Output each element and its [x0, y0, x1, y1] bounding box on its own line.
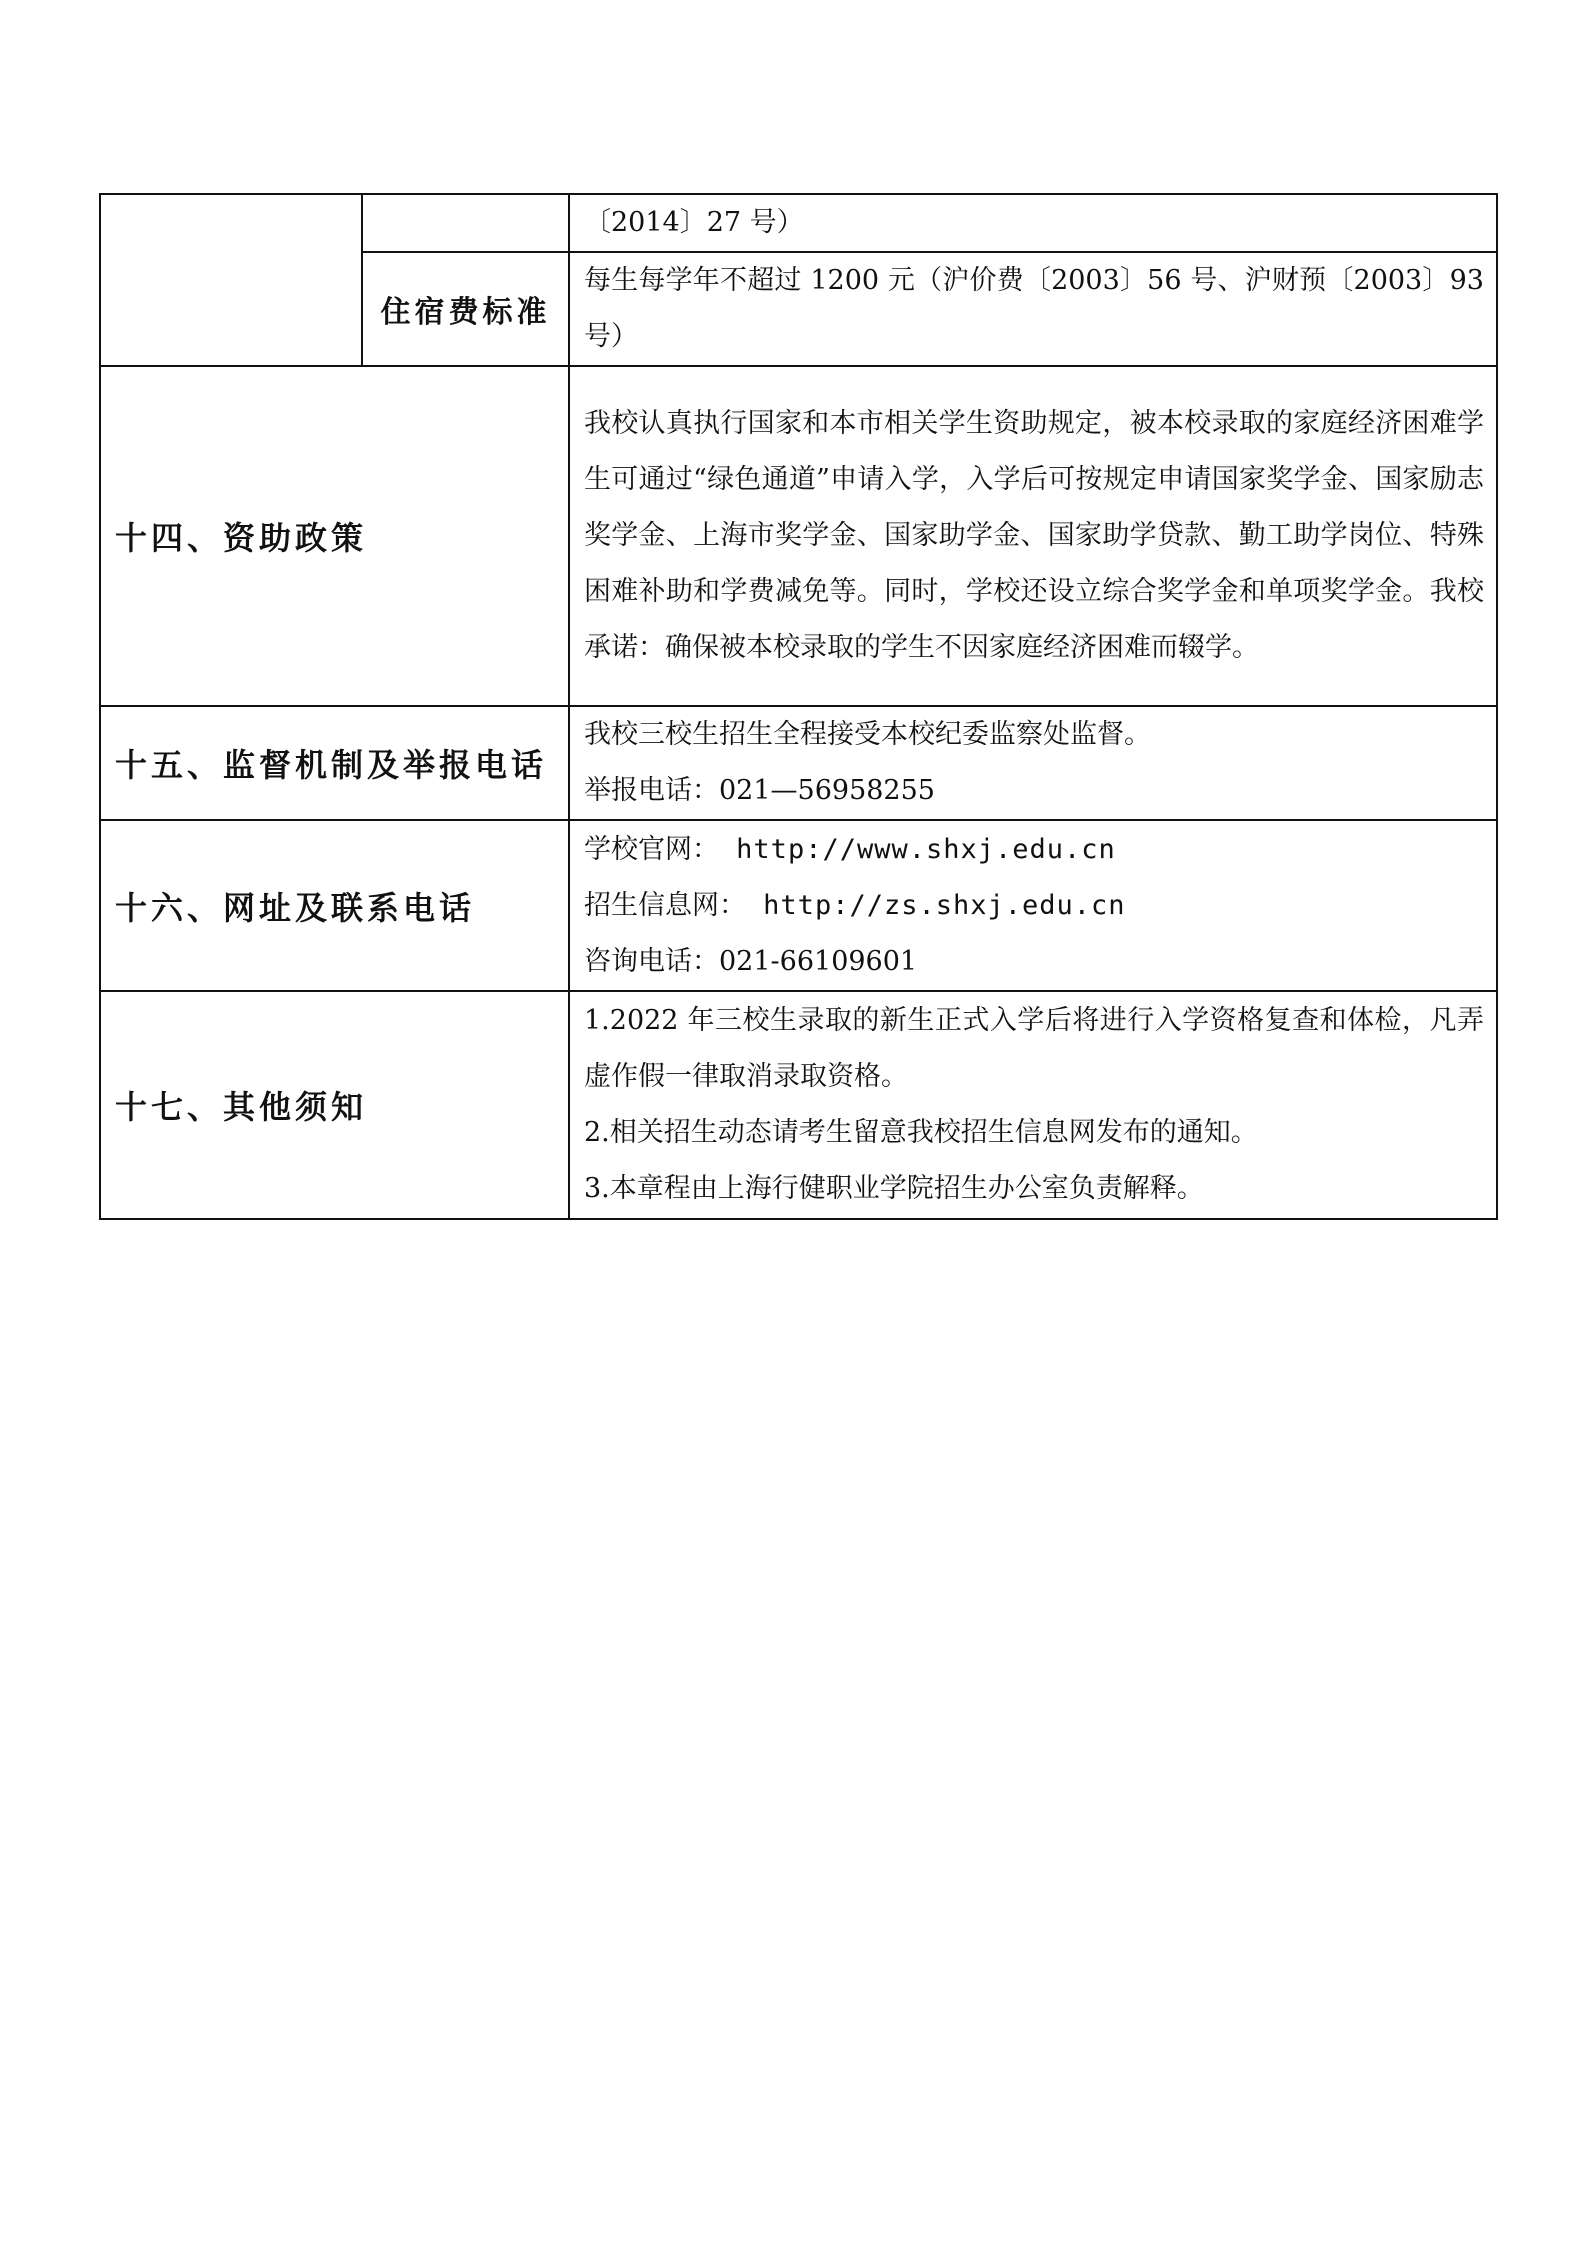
fee-sub-label-cell: [362, 194, 569, 252]
note-item: 2.相关招生动态请考生留意我校招生信息网发布的通知。: [584, 1117, 1258, 1148]
table-row-financial-aid: [100, 366, 1497, 706]
financial-aid-text: 我校认真执行国家和本市相关学生资助规定，被本校录取的家庭经济困难学生可通过“绿色通道”申请入学，入学后可按规定申请国家奖学金、国家励志奖学金、上海市奖学金、国家助学金、国家助学贷款、勤工助学岗位、特殊困难补助和学费减免等。同时，学校还设立综合奖学金和单项奖学金。我校承诺：确保被本校录取的学生不因家庭经济困难而辍学。: [584, 408, 1484, 663]
financial-aid-cell: [569, 366, 1497, 706]
contact-label: 十六、网址及联系电话: [100, 820, 569, 991]
fee-continued-cell: [569, 194, 1497, 252]
fee-continued-text: 〔2014〕27 号）: [584, 207, 804, 238]
other-notes-cell: [569, 991, 1497, 1219]
fee-section-label-cell: [100, 194, 362, 366]
table-row-supervision: [100, 706, 1497, 820]
admissions-website-label: 招生信息网：: [584, 889, 746, 921]
table-row-fee-continued: [100, 194, 1497, 252]
other-notes-label: 十七、其他须知: [100, 991, 569, 1219]
table-row-contact: [100, 820, 1497, 991]
note-item: 3.本章程由上海行健职业学院招生办公室负责解释。: [584, 1173, 1204, 1204]
admissions-website-line: [584, 878, 1484, 934]
note-item: 1.2022 年三校生录取的新生正式入学后将进行入学资格复查和体检，凡弄虚作假一律取消录取资格。: [584, 1005, 1484, 1092]
supervision-label: 十五、监督机制及举报电话: [100, 706, 569, 820]
contact-cell: [569, 820, 1497, 991]
school-website-link[interactable]: http://www.shxj.edu.cn: [736, 833, 1116, 865]
financial-aid-label: 十四、资助政策: [100, 366, 569, 706]
dorm-fee-cell: [569, 252, 1497, 366]
table-row-other-notes: [100, 991, 1497, 1219]
admissions-table: [99, 193, 1498, 1220]
school-website-label: 学校官网：: [584, 833, 719, 865]
supervision-cell: [569, 706, 1497, 820]
consult-phone: 咨询电话：021-66109601: [584, 945, 918, 977]
dorm-fee-text: 每生每学年不超过 1200 元（沪价费〔2003〕56 号、沪财预〔2003〕93 号）: [584, 265, 1484, 352]
admissions-website-link[interactable]: http://zs.shxj.edu.cn: [763, 889, 1126, 921]
dorm-fee-label: 住宿费标准: [362, 252, 569, 366]
school-website-line: [584, 822, 1484, 878]
report-phone: 举报电话：021—56958255: [584, 775, 935, 806]
supervision-line: 我校三校生招生全程接受本校纪委监察处监督。: [584, 719, 1151, 750]
